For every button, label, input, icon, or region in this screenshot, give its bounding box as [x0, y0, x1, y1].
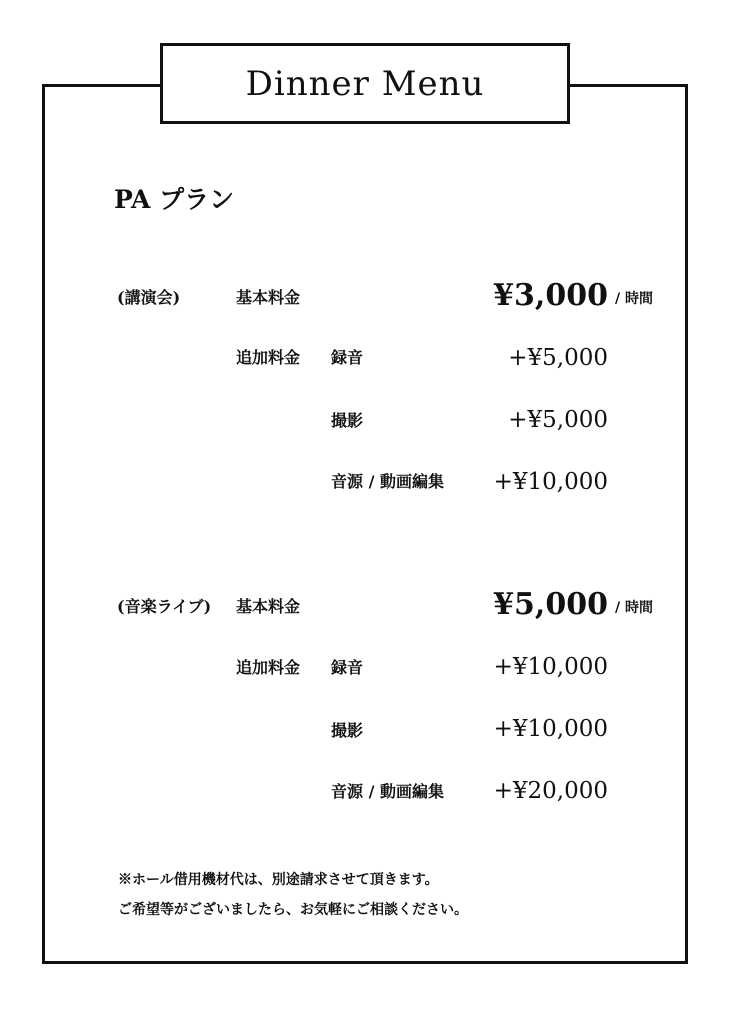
note-equipment: ※ホール借用機材代は、別途請求させて頂きます。	[118, 872, 439, 888]
plan-title: PA プラン	[114, 185, 235, 214]
price-unit: / 時間	[615, 600, 653, 616]
option-price: +¥5,000	[508, 345, 608, 371]
option-name: 録音	[331, 348, 364, 367]
section-label-lecture: (講演会)	[117, 288, 181, 307]
base-price: ¥3,000	[493, 278, 608, 313]
section-label-music-live: (音楽ライブ)	[117, 597, 212, 616]
option-price: +¥5,000	[508, 407, 608, 433]
option-name: 撮影	[331, 721, 364, 740]
option-name: 音源 / 動画編集	[331, 782, 444, 801]
option-name: 録音	[331, 658, 364, 677]
additional-fee-label: 追加料金	[236, 348, 301, 367]
menu-title: Dinner Menu	[245, 63, 485, 104]
option-price: +¥10,000	[493, 654, 608, 680]
option-name: 音源 / 動画編集	[331, 472, 444, 491]
base-fee-label: 基本料金	[236, 288, 301, 307]
option-price: +¥10,000	[493, 469, 608, 495]
note-consultation: ご希望等がございましたら、お気軽にご相談ください。	[118, 902, 468, 918]
option-price: +¥10,000	[493, 716, 608, 742]
base-fee-label: 基本料金	[236, 597, 301, 616]
title-box	[160, 43, 570, 124]
base-price: ¥5,000	[493, 587, 608, 622]
price-unit: / 時間	[615, 291, 653, 307]
additional-fee-label: 追加料金	[236, 658, 301, 677]
option-price: +¥20,000	[493, 778, 608, 804]
option-name: 撮影	[331, 411, 364, 430]
